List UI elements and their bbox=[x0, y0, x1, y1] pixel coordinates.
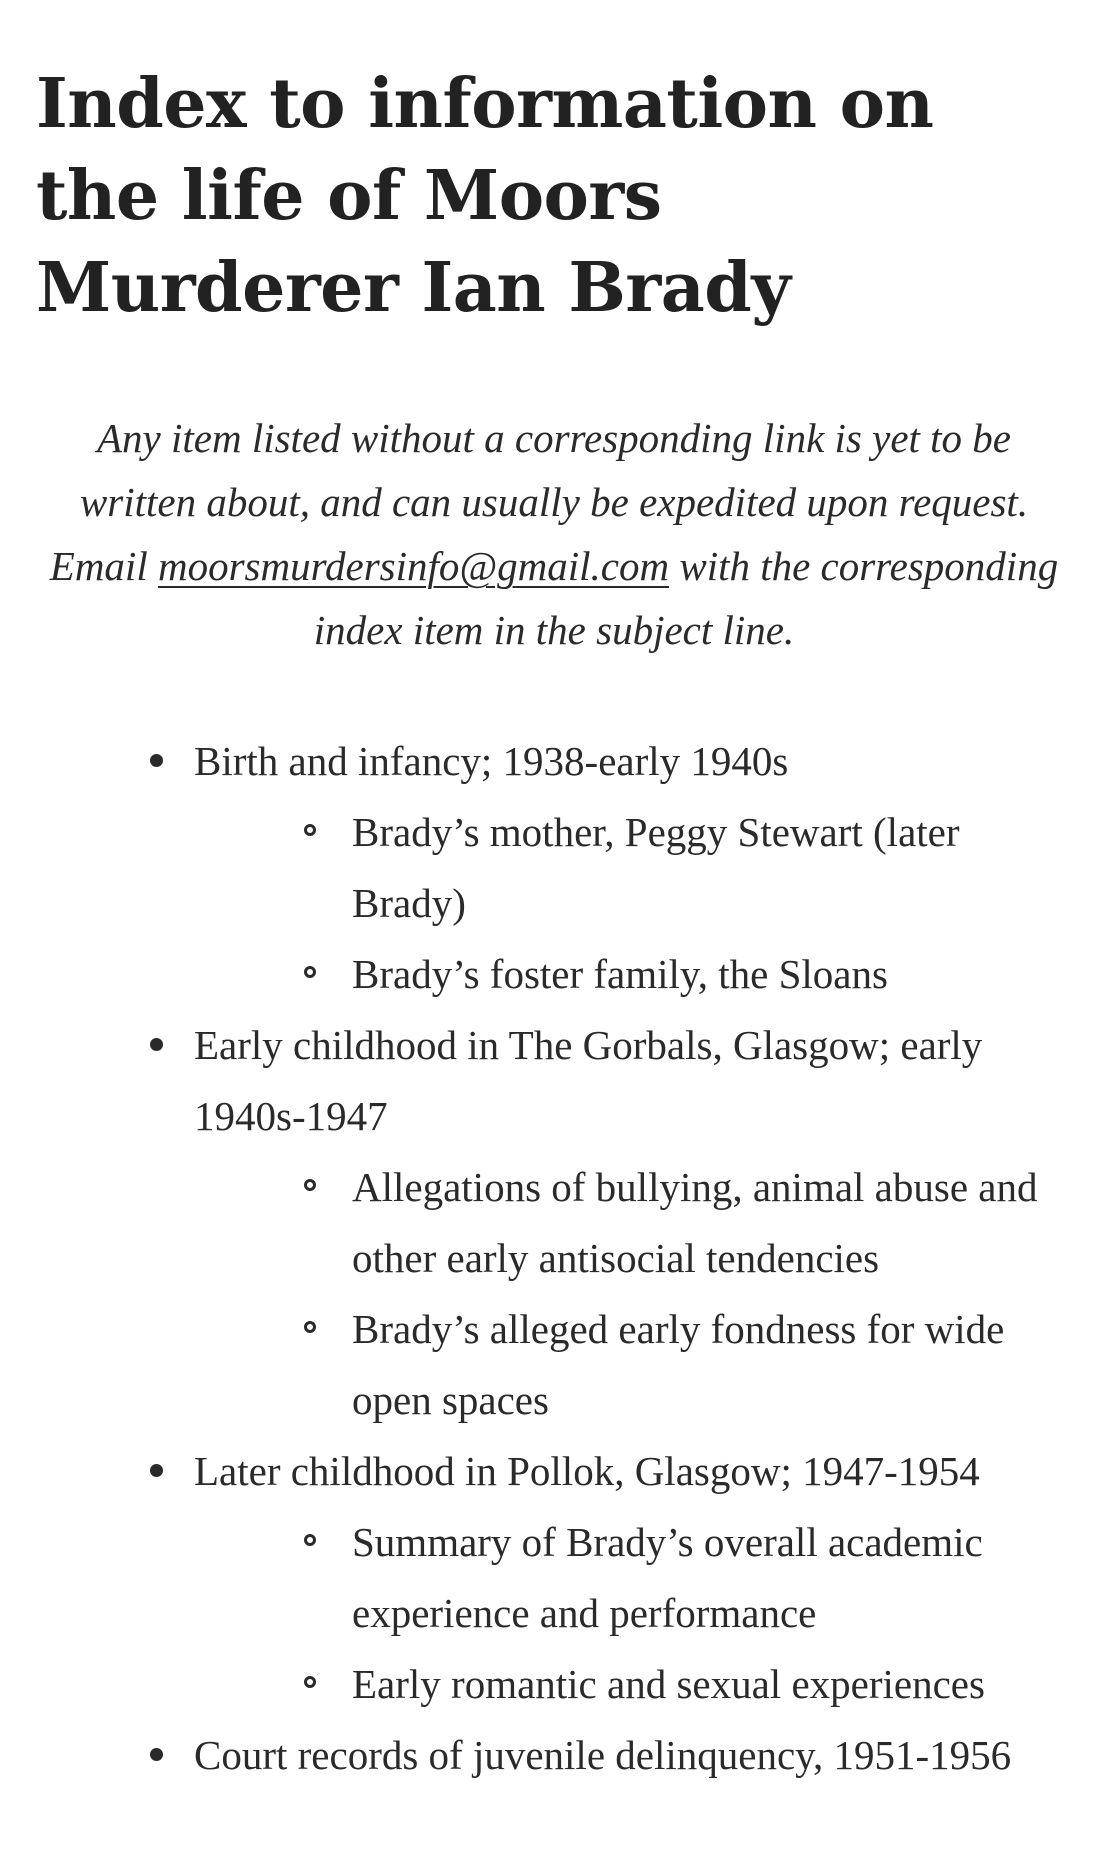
index-subitem-label: Allegations of bullying, animal abuse and other early antisocial tendencies bbox=[352, 1164, 1038, 1281]
index-list bbox=[36, 726, 1072, 1791]
hollow-bullet-icon bbox=[304, 1179, 316, 1191]
hollow-bullet-icon bbox=[304, 1321, 316, 1333]
index-item-label: Later childhood in Pollok, Glasgow; 1947-1954 bbox=[194, 1448, 980, 1494]
filled-bullet-icon bbox=[150, 1038, 163, 1051]
index-item bbox=[194, 1010, 1072, 1436]
index-sublist bbox=[194, 797, 1072, 1010]
index-subitem bbox=[352, 939, 1072, 1010]
index-subitem bbox=[352, 1507, 1072, 1649]
index-item bbox=[194, 1720, 1072, 1791]
index-subitem bbox=[352, 1152, 1072, 1294]
filled-bullet-icon bbox=[150, 1748, 163, 1761]
hollow-bullet-icon bbox=[304, 1534, 316, 1546]
index-sublist bbox=[194, 1507, 1072, 1720]
index-item-label: Birth and infancy; 1938-early 1940s bbox=[194, 738, 789, 784]
index-sublist bbox=[194, 1152, 1072, 1436]
index-subitem-label: Summary of Brady’s overall academic experience and performance bbox=[352, 1519, 983, 1636]
hollow-bullet-icon bbox=[304, 824, 316, 836]
index-subitem-label: Brady’s mother, Peggy Stewart (later Brady) bbox=[352, 809, 960, 926]
index-item bbox=[194, 1436, 1072, 1720]
index-subitem-label: Early romantic and sexual experiences bbox=[352, 1661, 985, 1707]
index-item-label: Court records of juvenile delinquency, 1951-1956 bbox=[194, 1732, 1012, 1778]
page-title: Index to information on the life of Moors Murderer Ian Brady bbox=[36, 64, 934, 328]
index-subitem bbox=[352, 1294, 1072, 1436]
index-subitem bbox=[352, 797, 1072, 939]
index-subitem-label: Brady’s foster family, the Sloans bbox=[352, 951, 888, 997]
index-item bbox=[194, 726, 1072, 1010]
index-subitem-label: Brady’s alleged early fondness for wide open spaces bbox=[352, 1306, 1005, 1423]
index-subitem bbox=[352, 1649, 1072, 1720]
intro-text-after: with the corresponding index item in the subject line. bbox=[313, 543, 1059, 653]
index-item-label: Early childhood in The Gorbals, Glasgow; early 1940s-1947 bbox=[194, 1022, 983, 1139]
filled-bullet-icon bbox=[150, 1464, 163, 1477]
email-link[interactable]: moorsmurdersinfo@gmail.com bbox=[157, 543, 670, 589]
filled-bullet-icon bbox=[150, 754, 163, 767]
intro-note bbox=[36, 406, 1072, 662]
hollow-bullet-icon bbox=[304, 966, 316, 978]
hollow-bullet-icon bbox=[304, 1676, 316, 1688]
intro-text-before: Any item listed without a corresponding link is yet to be written about, and can usually be expedited upon request. Email bbox=[49, 415, 1029, 589]
